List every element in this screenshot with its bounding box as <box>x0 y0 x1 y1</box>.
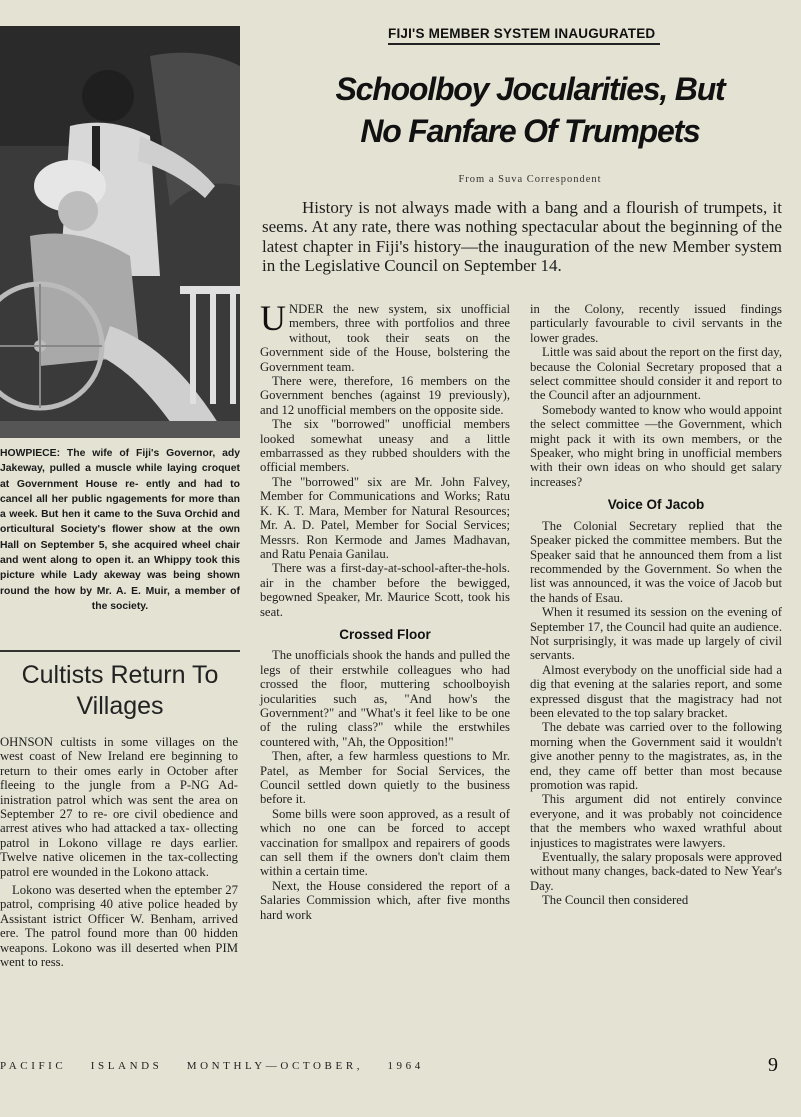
article-paragraph: The six "borrowed" unofficial members looked somewhat uneasy and a little embarrassed as they rubbed shoulders with the official members. <box>260 417 510 475</box>
side-story-title: Cultists Return To Villages <box>21 661 219 720</box>
subheading: Crossed Floor <box>339 626 431 642</box>
article-column-2 <box>530 302 782 908</box>
news-photo <box>0 26 240 438</box>
subheading: Voice Of Jacob <box>607 497 705 513</box>
article-paragraph: The debate was carried over to the following morning when the Government said it wouldn't give another penny to the magistrates, as, in the end, they came off better than most because promotion was rapid. <box>530 720 782 792</box>
article-paragraph: Little was said about the report on the first day, because the Colonial Secretary proposed that a select committee should consider it and report to the Council after an adjournment. <box>530 345 782 403</box>
side-story-paragraph: OHNSON cultists in some villages on the west coast of New Ireland ere beginning to return to their omes early in October after fleeing to the jungle from a P-NG Ad- inistration patrol which was sent the area on September 27 to re- ore civil obedience and arrest atives who had attacked a tax- ollecting patrol in Lokono village re days earlier. Twelve native olicemen in the tax-collecting patrol ere wounded in the Lokono attack. <box>0 735 238 879</box>
article-paragraph: The "borrowed" six are Mr. John Falvey, Member for Communications and Works; Ratu K. K. T. Mara, Member for Natural Resources; Mr. A. D. Patel, Member for Social Services; Messrs. Ron Kermode and James Madhavan, and Ratu Penaia Ganilau. <box>260 474 510 561</box>
side-story-body <box>0 735 238 970</box>
article-paragraph: Almost everybody on the unofficial side had a dig that evening at the salaries report, and some expressed disgust that the magistracy had not been elevated to the top salary bracket. <box>530 662 782 720</box>
article-paragraph: Eventually, the salary proposals were approved without many changes, back-dated to New Year's Day. <box>530 850 782 893</box>
headline <box>290 68 770 152</box>
article-paragraph: There was a first-day-at-school-after-the-hols. air in the chamber before the bewigged, begowned Speaker, Mr. Maurice Scott, took his seat. <box>260 561 510 619</box>
article-paragraph: Next, the House considered the report of a Salaries Commission which, after five months hard work <box>260 878 510 922</box>
headline-line-2: No Fanfare Of Trumpets <box>360 113 700 149</box>
lead-paragraph: History is not always made with a bang and a flourish of trumpets, it seems. At any rate, there was nothing spectacular about the beginning of the latest chapter in Fiji's history—the inauguration of the new Member system in the Legislative Council on September 14. <box>262 198 782 276</box>
drop-cap: U <box>260 298 286 338</box>
article-paragraph: The Colonial Secretary replied that the Speaker picked the committee members. But the Speaker said that he announced them from a list recommended by the Government. So when the list was announced, it was the voice of Jacob but the hands of Esau. <box>530 518 782 605</box>
page-number: 9 <box>768 1054 778 1076</box>
article-column-1 <box>260 298 510 922</box>
divider-rule <box>0 650 240 652</box>
byline: From a Suva Correspondent <box>458 174 602 185</box>
page-footer: PACIFIC ISLANDS MONTHLY—OCTOBER, 1964 <box>0 1060 424 1072</box>
headline-line-1: Schoolboy Jocularities, But <box>335 71 725 107</box>
article-paragraph: Somebody wanted to know who would appoint the select committee —the Government, which might pack it with its own members, or the Speaker, who might bring in unofficial members with their own ideas on who should get salary increases? <box>530 402 782 489</box>
photo-illustration <box>0 26 240 438</box>
side-story-paragraph: Lokono was deserted when the eptember 27 patrol, comprising 40 ative police headed by Assistant istrict Officer W. Benham, arrived ere. The patrol found more than 00 hidden weapons. Lokono was ill deserted when PIM went to ress. <box>0 883 238 970</box>
article-paragraph: There were, therefore, 16 members on the Government benches (against 19 previously), and 12 unofficial members on the opposite side. <box>260 374 510 417</box>
photo-caption: HOWPIECE: The wife of Fiji's Governor, ady Jakeway, pulled a muscle while laying croquet at Government House re- ently and had to cancel all her public ngagements for more than a week. But hen it came to the Suva Orchid and orticultural Society's flower show at the own Hall on September 5, she acquired wheel chair and went along to open it. an Whippy took this picture while Lady akeway was being shown round the how by Mr. A. E. Muir, a member of the society. <box>0 448 240 612</box>
section-kicker: FIJI'S MEMBER SYSTEM INAUGURATED <box>388 26 660 45</box>
article-paragraph: Some bills were soon approved, as a result of which no one can be forced to accept vaccination for smallpox and repairers of goods can sell them if the owners don't claim them within a certain time. <box>260 806 510 879</box>
article-paragraph: in the Colony, recently issued findings particularly favourable to civil servants in the lower grades. <box>530 302 782 345</box>
article-paragraph: This argument did not entirely convince everyone, and it was probably not coincidence that the members who waxed wrathful about injustices to magistrates were lawyers. <box>530 792 782 850</box>
article-paragraph: The Council then considered <box>542 893 689 908</box>
article-paragraph: The unofficials shook the hands and pulled the legs of their erstwhile colleagues who had crossed the floor, muttering schoolboyish jocularities such as, "And how's the Government?" and "What's it feel like to be one of the ruling class?" while the erstwhiles countered with, "Ah, the Opposition!" <box>260 648 510 749</box>
article-paragraph: When it resumed its session on the evening of September 17, the Council had quite an audience. Not surprisingly, it was made up largely of civil servants. <box>530 605 782 663</box>
article-paragraph: UNDER the new system, six unofficial members, three with portfolios and three without, took their seats on the Government side of the House, bolstering the Government team. <box>260 298 510 374</box>
article-paragraph: Then, after, a few harmless questions to Mr. Patel, as Member for Social Services, the Council settled down quietly to the business before it. <box>260 749 510 807</box>
